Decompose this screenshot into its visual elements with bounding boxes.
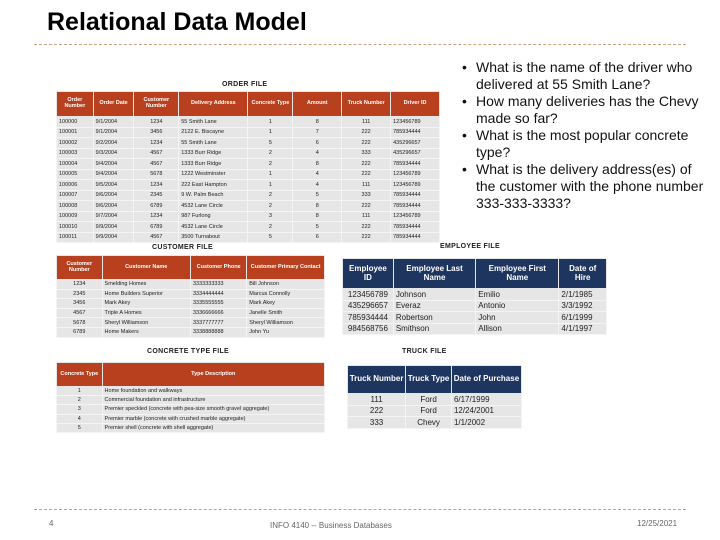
table-cell: 1234: [134, 117, 179, 128]
table-row: [57, 327, 325, 337]
concrete-type-file-column-header: Concrete Type: [57, 363, 103, 387]
table-cell: 3500 Turnabout: [179, 232, 248, 243]
table-cell: 1234: [134, 138, 179, 149]
table-cell: 9/4/2004: [93, 169, 134, 180]
table-cell: 123456789: [391, 117, 440, 128]
table-cell: 123456789: [391, 169, 440, 180]
table-cell: 6789: [134, 222, 179, 233]
table-cell: 123456789: [391, 211, 440, 222]
table-row: [57, 201, 440, 212]
table-cell: 55 Smith Lane: [179, 117, 248, 128]
table-cell: 3/3/1992: [559, 300, 607, 312]
customer-file-column-header: Customer Name: [102, 256, 190, 280]
table-cell: 3333333333: [190, 280, 246, 290]
order-file-table: [56, 91, 440, 243]
table-cell: 100006: [57, 180, 94, 191]
table-row: [343, 312, 607, 324]
table-cell: John Yu: [247, 327, 325, 337]
table-cell: 4: [293, 148, 342, 159]
table-cell: 9/9/2004: [93, 222, 134, 233]
table-cell: 3: [57, 405, 103, 414]
footer-divider: [34, 509, 686, 510]
table-cell: 123456789: [343, 289, 394, 301]
table-row: [57, 127, 440, 138]
truck-file-column-header: Truck Number: [348, 366, 406, 394]
concrete-type-file-table: [56, 362, 325, 433]
table-row: [57, 414, 325, 423]
table-cell: 6: [293, 232, 342, 243]
table-cell: 100007: [57, 190, 94, 201]
table-row: [57, 387, 325, 396]
table-cell: 222: [342, 138, 391, 149]
order-file-column-header: Customer Number: [134, 92, 179, 117]
truck-file-column-header: Date of Purchase: [451, 366, 521, 394]
table-cell: 1333 Burr Ridge: [179, 148, 248, 159]
table-cell: 2: [248, 222, 293, 233]
table-cell: 100010: [57, 222, 94, 233]
table-cell: 5: [248, 232, 293, 243]
table-cell: 6789: [57, 327, 103, 337]
table-cell: Antonio: [476, 300, 559, 312]
table-row: [57, 405, 325, 414]
table-cell: 785934444: [391, 201, 440, 212]
table-cell: 111: [348, 394, 406, 406]
question-item: • What is the name of the driver who delivered at 55 Smith Lane?: [462, 59, 712, 93]
table-cell: Emilio: [476, 289, 559, 301]
table-cell: 2345: [134, 190, 179, 201]
table-cell: 1234: [57, 280, 103, 290]
table-cell: Commercial foundation and infrastructure: [102, 396, 324, 405]
order-file-column-header: Concrete Type: [248, 92, 293, 117]
table-cell: 9/3/2004: [93, 148, 134, 159]
table-cell: 4: [57, 414, 103, 423]
table-row: [348, 405, 522, 417]
table-cell: 1234: [134, 180, 179, 191]
table-cell: 435296657: [391, 148, 440, 159]
table-cell: 8: [293, 211, 342, 222]
table-row: [57, 232, 440, 243]
table-cell: 55 Smith Lane: [179, 138, 248, 149]
table-row: [57, 318, 325, 328]
table-cell: Janelle Smith: [247, 308, 325, 318]
slide-title: Relational Data Model: [47, 8, 307, 36]
table-cell: Johnson: [393, 289, 475, 301]
table-cell: Premier speckled (concrete with pea-size smooth gravel aggregate): [102, 405, 324, 414]
table-cell: 1333 Burr Ridge: [179, 159, 248, 170]
table-cell: 222: [342, 222, 391, 233]
table-cell: 3: [248, 211, 293, 222]
table-row: [57, 222, 440, 233]
table-cell: 4567: [57, 308, 103, 318]
table-cell: 435296657: [343, 300, 394, 312]
table-cell: 100008: [57, 201, 94, 212]
table-cell: 333: [342, 148, 391, 159]
table-cell: 2345: [57, 289, 103, 299]
table-row: [348, 417, 522, 429]
table-cell: 222 East Hampton: [179, 180, 248, 191]
table-cell: 5: [293, 190, 342, 201]
table-cell: 984568756: [343, 323, 394, 335]
table-cell: 4567: [134, 159, 179, 170]
table-cell: 2: [248, 190, 293, 201]
table-cell: 785934444: [391, 232, 440, 243]
table-cell: Home foundation and walkways: [102, 387, 324, 396]
table-cell: Robertson: [393, 312, 475, 324]
table-cell: 111: [342, 211, 391, 222]
table-cell: 9/1/2004: [93, 127, 134, 138]
question-item: • What is the delivery address(es) of the customer with the phone number 333-333-3333?: [462, 161, 712, 212]
table-cell: 100004: [57, 159, 94, 170]
customer-file-column-header: Customer Primary Contact: [247, 256, 325, 280]
table-cell: Sheryl Williamson: [247, 318, 325, 328]
table-cell: 6/17/1999: [451, 394, 521, 406]
table-cell: 9/1/2004: [93, 117, 134, 128]
table-cell: 435296657: [391, 138, 440, 149]
table-cell: 100002: [57, 138, 94, 149]
order-file-caption: ORDER FILE: [222, 81, 268, 88]
table-cell: Premier shell (concrete with shell aggregate): [102, 423, 324, 432]
table-cell: 785934444: [391, 159, 440, 170]
table-cell: 2/1/1985: [559, 289, 607, 301]
table-cell: Home Builders Superior: [102, 289, 190, 299]
table-cell: Ford: [406, 405, 452, 417]
employee-file-column-header: Employee First Name: [476, 259, 559, 289]
customer-file-table: [56, 255, 325, 338]
table-cell: 5: [293, 222, 342, 233]
table-row: [57, 180, 440, 191]
table-cell: 1/1/2002: [451, 417, 521, 429]
table-cell: Premier marble (concrete with crushed marble aggregate): [102, 414, 324, 423]
table-row: [57, 280, 325, 290]
table-cell: Chevy: [406, 417, 452, 429]
customer-file-caption: CUSTOMER FILE: [152, 244, 213, 251]
table-row: [57, 169, 440, 180]
order-file-column-header: Truck Number: [342, 92, 391, 117]
table-cell: 100000: [57, 117, 94, 128]
order-file-column-header: Amount: [293, 92, 342, 117]
order-file-column-header: Order Date: [93, 92, 134, 117]
table-cell: 9/2/2004: [93, 138, 134, 149]
table-cell: 222: [342, 232, 391, 243]
table-cell: 8: [293, 117, 342, 128]
table-cell: 5: [57, 423, 103, 432]
table-cell: 4532 Lane Circle: [179, 222, 248, 233]
table-cell: 5678: [57, 318, 103, 328]
table-cell: 9/7/2004: [93, 211, 134, 222]
table-cell: 9 W. Palm Beach: [179, 190, 248, 201]
table-cell: 3335555555: [190, 299, 246, 309]
table-cell: 9/5/2004: [93, 180, 134, 191]
table-cell: 1: [248, 117, 293, 128]
table-cell: 4: [293, 180, 342, 191]
table-cell: 6/1/1999: [559, 312, 607, 324]
employee-file-column-header: Date of Hire: [559, 259, 607, 289]
concrete-type-file-caption: CONCRETE TYPE FILE: [147, 348, 230, 355]
table-row: [57, 211, 440, 222]
page-number: 4: [49, 519, 54, 528]
table-cell: Ford: [406, 394, 452, 406]
table-cell: 3456: [134, 127, 179, 138]
table-cell: 222: [342, 127, 391, 138]
table-cell: 4567: [134, 148, 179, 159]
table-cell: Mark Akey: [247, 299, 325, 309]
table-cell: 9/6/2004: [93, 201, 134, 212]
table-cell: 111: [342, 117, 391, 128]
table-cell: 7: [293, 127, 342, 138]
table-cell: 2: [57, 396, 103, 405]
table-cell: 2: [248, 148, 293, 159]
footer-date: 12/25/2021: [637, 519, 678, 528]
table-row: [343, 323, 607, 335]
table-cell: 222: [348, 405, 406, 417]
truck-file-table: [347, 365, 522, 429]
truck-file-caption: TRUCK FILE: [402, 348, 447, 355]
table-cell: 100005: [57, 169, 94, 180]
table-cell: 3338888888: [190, 327, 246, 337]
table-row: [57, 308, 325, 318]
table-cell: 333: [342, 190, 391, 201]
concrete-type-file-column-header: Type Description: [102, 363, 324, 387]
table-cell: 100001: [57, 127, 94, 138]
table-row: [343, 289, 607, 301]
table-row: [343, 300, 607, 312]
table-cell: 4: [293, 169, 342, 180]
table-cell: 1: [248, 169, 293, 180]
table-cell: 2: [248, 201, 293, 212]
table-cell: 5678: [134, 169, 179, 180]
table-cell: 1234: [134, 211, 179, 222]
table-cell: 1: [57, 387, 103, 396]
table-cell: 2: [248, 159, 293, 170]
table-cell: Everaz: [393, 300, 475, 312]
table-cell: 100009: [57, 211, 94, 222]
order-file-column-header: Delivery Address: [179, 92, 248, 117]
table-cell: 987 Furlong: [179, 211, 248, 222]
table-cell: Marcus Connolly: [247, 289, 325, 299]
table-cell: 8: [293, 159, 342, 170]
table-cell: 1: [248, 180, 293, 191]
table-cell: John: [476, 312, 559, 324]
table-cell: 12/24/2001: [451, 405, 521, 417]
table-cell: 785934444: [343, 312, 394, 324]
table-cell: 222: [342, 169, 391, 180]
table-row: [57, 396, 325, 405]
table-row: [57, 117, 440, 128]
title-divider: [34, 44, 686, 45]
table-cell: Home Makers: [102, 327, 190, 337]
table-cell: 6: [293, 138, 342, 149]
table-row: [57, 190, 440, 201]
table-row: [57, 423, 325, 432]
table-cell: Mark Akey: [102, 299, 190, 309]
table-row: [57, 289, 325, 299]
table-cell: 222: [342, 201, 391, 212]
table-cell: 100011: [57, 232, 94, 243]
table-cell: Smithson: [393, 323, 475, 335]
table-cell: 3456: [57, 299, 103, 309]
employee-file-caption: EMPLOYEE FILE: [440, 243, 500, 250]
order-file-column-header: Driver ID: [391, 92, 440, 117]
table-cell: 9/9/2004: [93, 232, 134, 243]
order-file-column-header: Order Number: [57, 92, 94, 117]
table-cell: 3336666666: [190, 308, 246, 318]
truck-file-column-header: Truck Type: [406, 366, 452, 394]
table-cell: 8: [293, 201, 342, 212]
question-item: • How many deliveries has the Chevy made so far?: [462, 93, 712, 127]
table-cell: 4/1/1997: [559, 323, 607, 335]
table-cell: 1222 Westminster: [179, 169, 248, 180]
table-cell: Triple A Homes: [102, 308, 190, 318]
table-cell: 785934444: [391, 190, 440, 201]
employee-file-table: [342, 258, 607, 335]
table-cell: 222: [342, 159, 391, 170]
table-cell: 9/6/2004: [93, 190, 134, 201]
customer-file-column-header: Customer Number: [57, 256, 103, 280]
table-cell: 3334444444: [190, 289, 246, 299]
table-cell: Allison: [476, 323, 559, 335]
table-cell: 4532 Lane Circle: [179, 201, 248, 212]
table-row: [57, 148, 440, 159]
table-cell: Bill Johnson: [247, 280, 325, 290]
table-cell: 3337777777: [190, 318, 246, 328]
customer-file-column-header: Customer Phone: [190, 256, 246, 280]
footer-course: INFO 4140 -- Business Databases: [270, 521, 392, 530]
table-cell: 785934444: [391, 222, 440, 233]
table-cell: 5: [248, 138, 293, 149]
table-row: [57, 299, 325, 309]
table-cell: 2122 E. Biscayne: [179, 127, 248, 138]
table-cell: 9/4/2004: [93, 159, 134, 170]
table-cell: 100003: [57, 148, 94, 159]
question-list: [462, 59, 712, 212]
table-row: [348, 394, 522, 406]
table-cell: 785934444: [391, 127, 440, 138]
table-cell: Sheryl Williamson: [102, 318, 190, 328]
table-cell: 123456789: [391, 180, 440, 191]
employee-file-column-header: Employee Last Name: [393, 259, 475, 289]
question-item: • What is the most popular concrete type?: [462, 127, 712, 161]
employee-file-column-header: Employee ID: [343, 259, 394, 289]
table-row: [57, 138, 440, 149]
table-row: [57, 159, 440, 170]
table-cell: 111: [342, 180, 391, 191]
table-cell: 4567: [134, 232, 179, 243]
table-cell: 6789: [134, 201, 179, 212]
table-cell: 333: [348, 417, 406, 429]
table-cell: 1: [248, 127, 293, 138]
table-cell: Smelding Homes: [102, 280, 190, 290]
